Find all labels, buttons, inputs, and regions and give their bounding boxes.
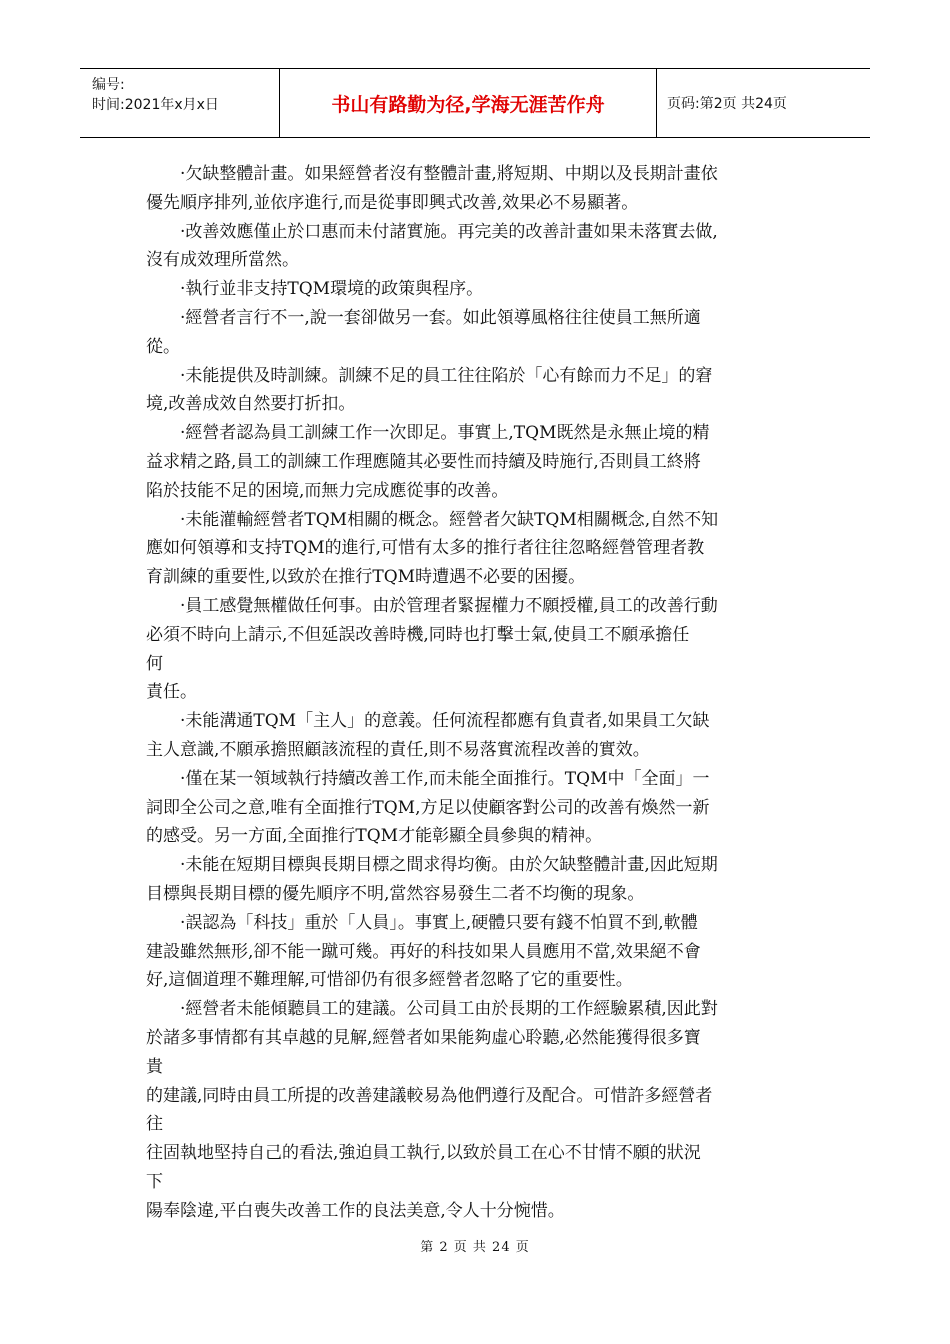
text-line: 從。 [146,336,180,357]
text-line: 主人意識,不願承擔照顧該流程的責任,則不易落實流程改善的實效。 [146,739,650,760]
text-line: ·未能在短期目標與長期目標之間求得均衡。由於欠缺整體計畫,因此短期 [180,855,718,876]
text-line: 責任。 [146,682,197,703]
text-line: ·員工感覺無權做任何事。由於管理者緊握權力不願授權,員工的改善行動 [180,595,718,616]
text-line: ·未能灌輸經營者TQM相關的概念。經營者欠缺TQM相關概念,自然不知 [180,509,719,530]
text-line: ·改善效應僅止於口惠而未付諸實施。再完美的改善計畫如果未落實去做, [180,221,718,242]
text-line: ·經營者未能傾聽員工的建議。公司員工由於長期的工作經驗累積,因此對 [180,999,718,1020]
text-line: 於諸多事情都有其卓越的見解,經營者如果能夠虛心聆聽,必然能獲得很多寶 [146,1027,701,1048]
text-line: ·未能提供及時訓練。訓練不足的員工往往陷於「心有餘而力不足」的窘 [180,365,713,386]
header-page-code: 页码:第2页 共24页 [667,96,787,112]
text-line: ·執行並非支持TQM環境的政策與程序。 [180,279,484,300]
header-motto: 书山有路勤为径,学海无涯苦作舟 [280,69,657,137]
text-line: 育訓練的重要性,以致於在推行TQM時遭遇不必要的困擾。 [146,567,586,588]
header-meta [80,69,280,137]
text-line: ·經營者言行不一,說一套卻做另一套。如此領導風格往往使員工無所適 [180,307,701,328]
text-line: 沒有成效理所當然。 [146,250,299,271]
text-line: 陷於技能不足的困境,而無力完成應從事的改善。 [146,480,509,501]
text-line: 優先順序排列,並依序進行,而是從事即興式改善,效果必不易顯著。 [146,192,639,213]
text-line: 好,這個道理不難理解,可惜卻仍有很多經營者忽略了它的重要性。 [146,970,633,991]
text-line: 陽奉陰違,平白喪失改善工作的良法美意,令人十分惋惜。 [146,1200,565,1221]
page-header [80,68,870,138]
text-line: 往 [146,1114,163,1135]
document-number-label: 编号: [92,77,125,93]
text-line: 境,改善成效自然要打折扣。 [146,394,356,415]
text-line: ·未能溝通TQM「主人」的意義。任何流程都應有負責者,如果員工欠缺 [180,711,710,732]
text-line: 下 [146,1171,163,1192]
text-line: 貴 [146,1056,163,1077]
page-footer: 第 2 页 共 24 页 [420,1240,530,1255]
text-line: 的建議,同時由員工所提的改善建議較易為他們遵行及配合。可惜許多經營者 [146,1085,713,1106]
document-body [146,160,806,1225]
text-line: 益求精之路,員工的訓練工作理應隨其必要性而持續及時施行,否則員工終將 [146,451,701,472]
text-line: 目標與長期目標的優先順序不明,當然容易發生二者不均衡的現象。 [146,883,645,904]
text-line: 的感受。另一方面,全面推行TQM才能彰顯全員參與的精神。 [146,826,603,847]
text-line: ·經營者認為員工訓練工作一次即足。事實上,TQM既然是永無止境的精 [180,423,710,444]
text-line: 應如何領導和支持TQM的進行,可惜有太多的推行者往往忽略經營管理者教 [146,538,705,559]
text-line: 必須不時向上請示,不但延誤改善時機,同時也打擊士氣,使員工不願承擔任 [146,624,690,645]
text-line: ·欠缺整體計畫。如果經營者沒有整體計畫,將短期、中期以及長期計畫依 [180,164,718,184]
text-line: 建設雖然無形,卻不能一蹴可幾。再好的科技如果人員應用不當,效果絕不會 [146,941,701,962]
text-line: ·僅在某一領域執行持續改善工作,而未能全面推行。TQM中「全面」一 [180,768,710,789]
text-line: 詞即全公司之意,唯有全面推行TQM,方足以使顧客對公司的改善有煥然一新 [146,797,710,818]
text-line: 往固執地堅持自己的看法,強迫員工執行,以致於員工在心不甘情不願的狀況 [146,1143,701,1164]
text-line: 何 [146,653,163,674]
text-line: ·誤認為「科技」重於「人員」。事實上,硬體只要有錢不怕買不到,軟體 [180,912,698,933]
document-time-label: 时间:2021年x月x日 [92,97,219,113]
